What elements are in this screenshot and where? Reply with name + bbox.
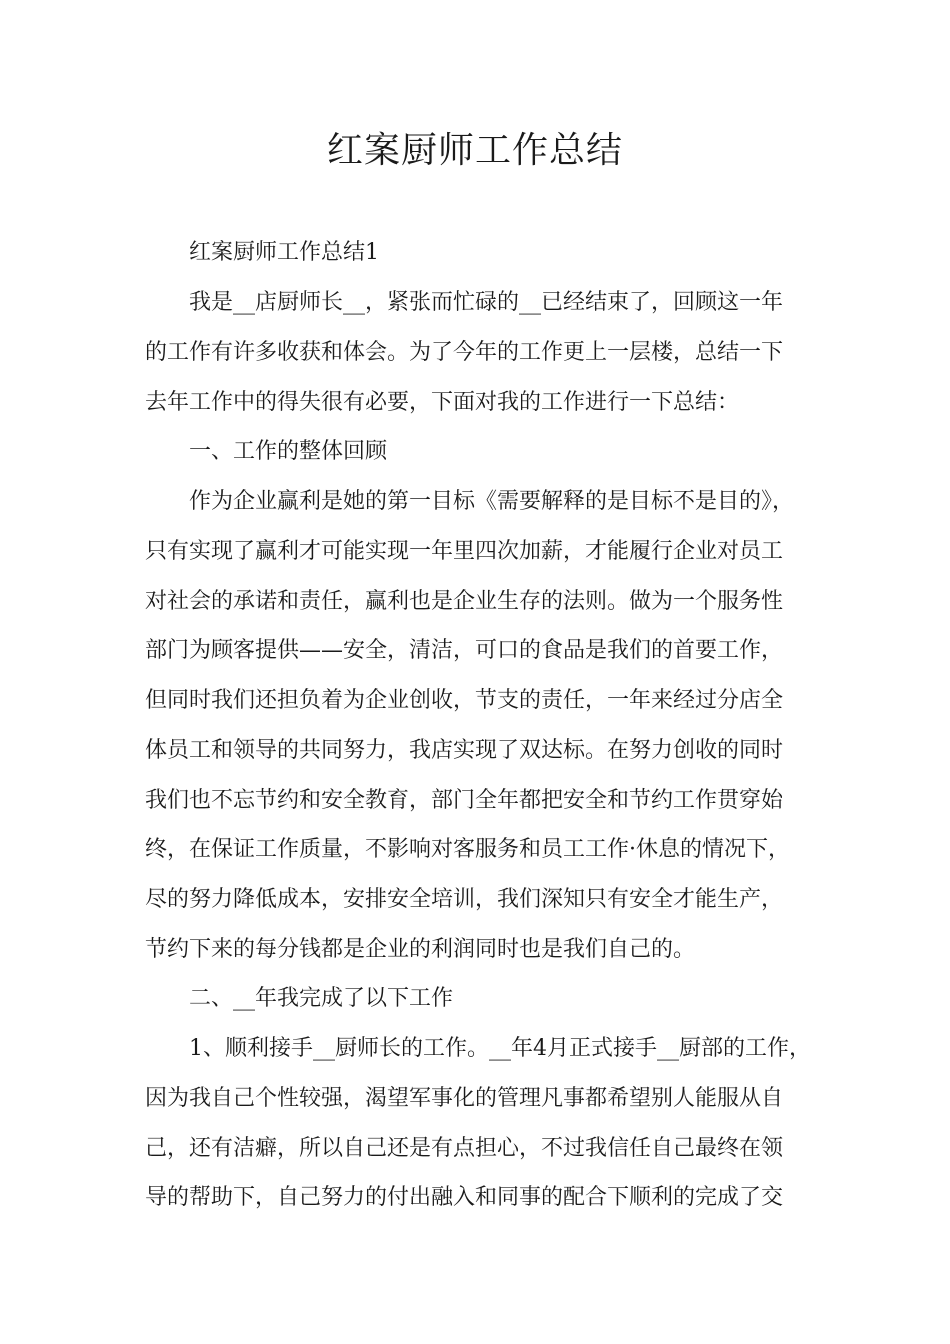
section-heading: 二、__年我完成了以下工作 <box>189 986 454 1011</box>
paragraph-line: 己，还有洁癖，所以自己还是有点担心，不过我信任自己最终在领 <box>145 1136 784 1161</box>
paragraph-line: 对社会的承诺和责任，赢利也是企业生存的法则。做为一个服务性 <box>145 589 784 614</box>
section-subtitle: 红案厨师工作总结1 <box>189 240 379 265</box>
paragraph-line: 尽的努力降低成本，安排安全培训，我们深知只有安全才能生产， <box>145 887 784 912</box>
paragraph-line: 我是__店厨师长__，紧张而忙碌的__已经结束了，回顾这一年 <box>189 290 784 315</box>
paragraph-line: 但同时我们还担负着为企业创收，节支的责任，一年来经过分店全 <box>145 688 784 713</box>
paragraph-line: 导的帮助下，自己努力的付出融入和同事的配合下顺利的完成了交 <box>145 1185 784 1210</box>
paragraph-line: 体员工和领导的共同努力，我店实现了双达标。在努力创收的同时 <box>145 738 784 763</box>
paragraph-line: 终，在保证工作质量，不影响对客服务和员工工作·休息的情况下， <box>145 837 790 862</box>
section-heading: 一、工作的整体回顾 <box>189 439 388 464</box>
paragraph-line: 因为我自己个性较强，渴望军事化的管理凡事都希望别人能服从自 <box>145 1086 784 1111</box>
paragraph-line: 只有实现了赢利才可能实现一年里四次加薪，才能履行企业对员工 <box>145 539 784 564</box>
document-title: 红案厨师工作总结 <box>326 130 623 171</box>
paragraph-line: 的工作有许多收获和体会。为了今年的工作更上一层楼，总结一下 <box>145 340 784 365</box>
paragraph-line: 我们也不忘节约和安全教育，部门全年都把安全和节约工作贯穿始 <box>145 788 784 813</box>
paragraph-line: 1、顺利接手__厨师长的工作。__年4月正式接手__厨部的工作， <box>189 1036 811 1061</box>
paragraph-line: 节约下来的每分钱都是企业的利润同时也是我们自己的。 <box>145 937 696 962</box>
paragraph-line: 去年工作中的得失很有必要，下面对我的工作进行一下总结： <box>145 390 740 415</box>
paragraph-line: 作为企业赢利是她的第一目标《需要解释的是目标不是目的》， <box>189 489 795 514</box>
paragraph-line: 部门为顾客提供——安全，清洁，可口的食品是我们的首要工作， <box>145 638 784 663</box>
